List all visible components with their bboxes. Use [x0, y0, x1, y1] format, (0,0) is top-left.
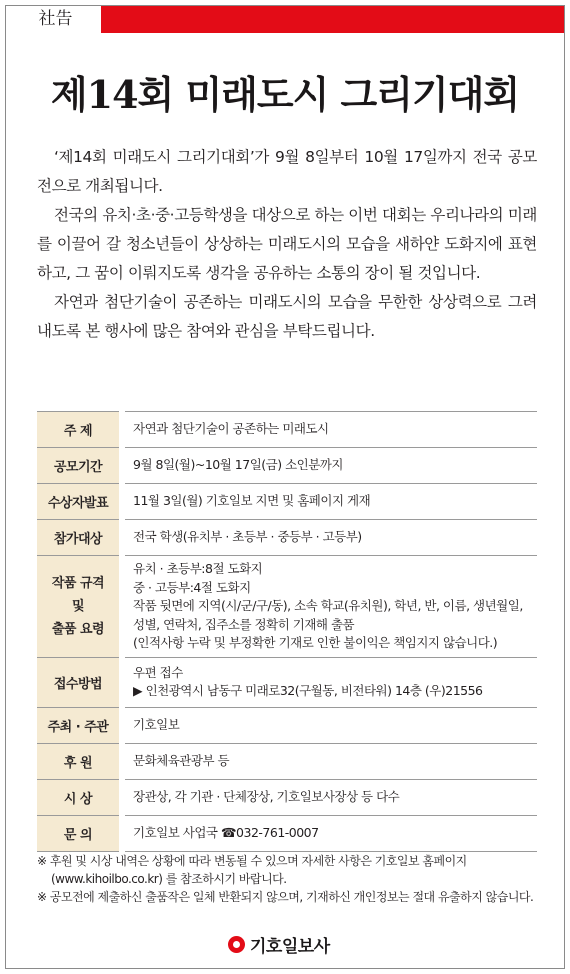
note-item: ※ 후원 및 시상 내역은 상황에 따라 변동될 수 있으며 자세한 사항은 기호일보 홈페이지(www.kihoilbo.co.kr) 를 참조하시기 바랍니다. [37, 854, 467, 886]
row-label-period: 공모기간 [37, 448, 122, 484]
row-value-submission [122, 657, 537, 707]
note-item: ※ 공모전에 제출하신 출품작은 일체 반환되지 않으며, 기재하신 개인정보는 절대 유출하지 않습니다. [37, 890, 534, 904]
row-label-inquiry: 문 의 [37, 815, 122, 851]
row-label-announcement: 수상자발표 [37, 484, 122, 520]
body-paragraph: 자연과 첨단기술이 공존하는 미래도시의 모습을 무한한 상상력으로 그려 내도록 본 행사에 많은 참여와 관심을 부탁드립니다. [37, 293, 537, 340]
header-bar [6, 6, 564, 33]
table-row [37, 556, 537, 658]
label-line: 작품 규격 [51, 575, 105, 591]
notes [37, 852, 542, 906]
row-label-submission: 접수방법 [37, 657, 122, 707]
row-value-awards: 장관상, 각 기관 · 단체장상, 기호일보사장상 등 다수 [122, 779, 537, 815]
header-label: 社告 [16, 6, 95, 33]
kiho-logo-icon [228, 936, 245, 953]
body-paragraph: ‘제14회 미래도시 그리기대회’가 9월 8일부터 10월 17일까지 전국 공모전으로 개최됩니다. [37, 148, 537, 195]
table-row [37, 484, 537, 520]
row-label-eligibility: 참가대상 [37, 520, 122, 556]
page-title: 제14회 미래도시 그리기대회 [50, 72, 520, 117]
header-red-bar [101, 6, 564, 33]
value-line: 중 · 고등부:4절 도화지 [133, 579, 251, 595]
row-value-announcement: 11월 3일(월) 기호일보 지면 및 홈페이지 게재 [122, 484, 537, 520]
info-table [37, 411, 537, 852]
row-label-spec [37, 556, 122, 658]
table-row [37, 520, 537, 556]
row-value-host: 기호일보 [122, 707, 537, 743]
value-line: (인적사항 누락 및 부정확한 기재로 인한 불이익은 책임지지 않습니다.) [133, 635, 498, 650]
label-line: 및 [71, 598, 85, 614]
table-row [37, 448, 537, 484]
table-row [37, 412, 537, 448]
table-row [37, 707, 537, 743]
table-row [37, 657, 537, 707]
body-paragraph: 전국의 유치·초·중·고등학생을 대상으로 하는 이번 대회는 우리나라의 미래를 이끌어 갈 청소년들이 상상하는 미래도시의 모습을 새하얀 도화지에 표현하고, 그 꿈이 이뤄지도록 생각을 공유하는 소통의 장이 될 것입니다. [37, 206, 537, 282]
table-row [37, 815, 537, 851]
row-label-host: 주최 · 주관 [37, 707, 122, 743]
row-label-topic: 주 제 [37, 412, 122, 448]
row-value-inquiry: 기호일보 사업국 ☎032-761-0007 [122, 815, 537, 851]
row-value-spec [122, 556, 537, 658]
label-line: 출품 요령 [51, 621, 105, 637]
row-value-sponsor: 문화체육관광부 등 [122, 743, 537, 779]
row-value-eligibility: 전국 학생(유치부 · 초등부 · 중등부 · 고등부) [122, 520, 537, 556]
row-value-topic: 자연과 첨단기술이 공존하는 미래도시 [122, 412, 537, 448]
logo-text: 기호일보사 [250, 936, 330, 957]
value-line: ▶ 인천광역시 남동구 미래로32(구월동, 비전타워) 14층 (우)21556 [133, 683, 483, 698]
row-label-awards: 시 상 [37, 779, 122, 815]
table-row [37, 779, 537, 815]
value-line: 유치 · 초등부:8절 도화지 [133, 561, 263, 576]
value-line: 우편 접수 [133, 664, 183, 680]
footer-logo [228, 932, 330, 956]
value-line: 작품 뒷면에 지역(시/군/구/동), 소속 학교(유치원), 학년, 반, 이름, 생년월일, 성별, 연락처, 집주소를 정확히 기재해 출품 [133, 598, 523, 632]
row-value-period: 9월 8일(월)~10월 17일(금) 소인분까지 [122, 448, 537, 484]
row-label-sponsor: 후 원 [37, 743, 122, 779]
announcement-body [37, 143, 537, 346]
table-row [37, 743, 537, 779]
